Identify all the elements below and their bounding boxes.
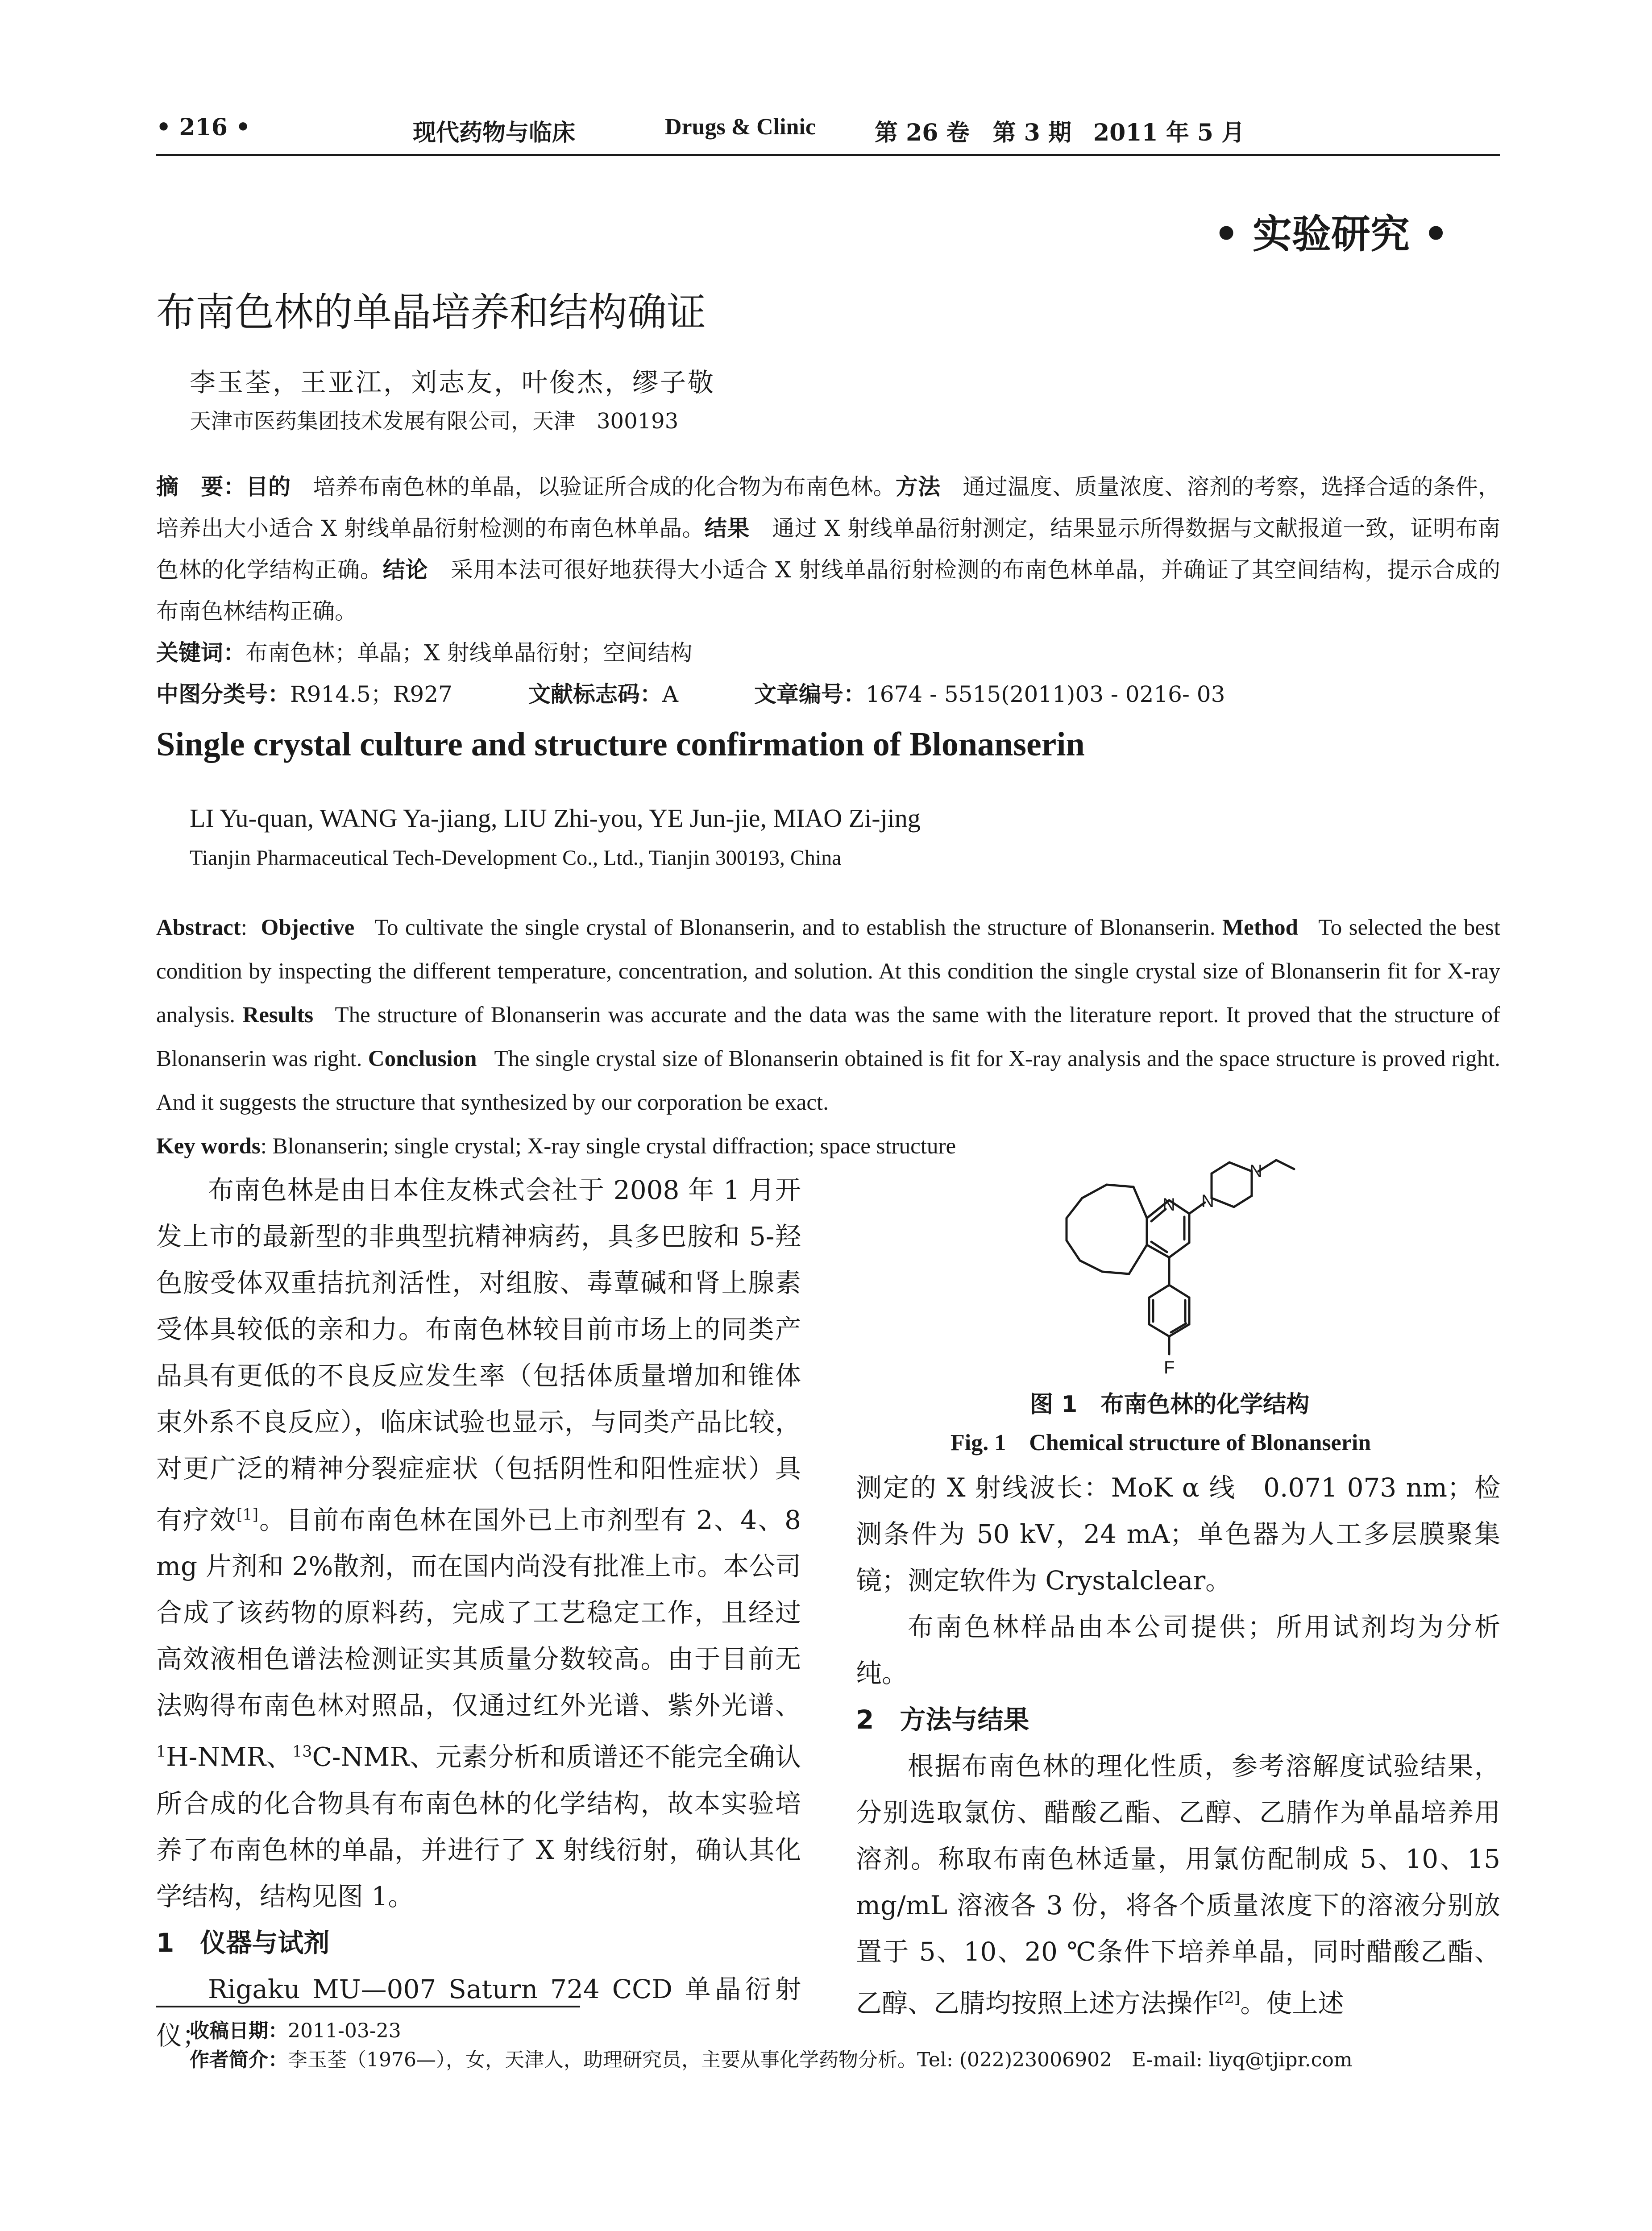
intro-text-2: 。目前布南色林在国外已上市剂型有 2、4、8 mg 片剂和 2%散剂，而在国内尚没有批准上市。本公司合成了该药物的原料药，完成了工艺稳定工作，且经过高效液相色谱法检测证实其质量分数较高。由于目前无法购得布南色林对照品，仅通过红外光谱、紫外光谱、 (156, 1505, 801, 1721)
atom-label-piperazine-n2: N (1249, 1161, 1262, 1181)
cyclooctane-ring (1067, 1185, 1133, 1272)
received-date (190, 2015, 401, 2043)
objective-en: To cultivate the single crystal of Blonanserin, and to establish the structure of Blonanserin. (374, 915, 1216, 940)
figure-caption-cn: 图 1 布南色林的化学结构 (1030, 1391, 1310, 1418)
keywords-en: Key words: Blonanserin; single crystal; X-ray single crystal diffraction; space structure (156, 1134, 956, 1159)
received-label: 收稿日期： (190, 2020, 288, 2042)
keywords-cn-text: 布南色林；单晶；X 射线单晶衍射；空间结构 (245, 640, 693, 666)
superscript-13: 13 (292, 1743, 312, 1761)
clc-label: 中图分类号： (156, 681, 290, 707)
sample-paragraph: 布南色林样品由本公司提供；所用试剂均为分析纯。 (856, 1612, 1500, 1688)
intro-paragraph (156, 1167, 801, 1920)
article-title-en: Single crystal culture and structure confirmation of Blonanserin (156, 726, 1085, 763)
author-bio (190, 2044, 1353, 2072)
doc-code-label: 文献标志码： (528, 681, 662, 707)
body-left-column (156, 1167, 801, 2059)
abstract-cn (156, 466, 1500, 715)
citation-1: [1] (236, 1506, 259, 1524)
results-cn: 通过 X 射线单晶衍射测定，结果显示所得数据与文献报道一致，证明布南色林的化学结构正确。 (156, 515, 1501, 583)
superscript-1: 1 (156, 1743, 166, 1761)
abstract-en: Abstract: Objective To cultivate the single crystal of Blonanserin, and to establish the structure of Blonanserin. Method To selected the best condition by inspecting the different temperature, concentration, and solution. At this condition the single crystal size of Blonanserin fit for X-ray analysis. Results The structure of Blonanserin was accurate and the data was the same with the literature report. It proved that the structure of Blonanserin was right. Conclusion The single crystal size of Blonanserin obtained is fit for X-ray analysis and the space structure is proved right. And it suggests the structure that synthesized by our corporation be exact. Key words: Blonanserin; single crystal; X-ray single crystal diffraction; space structure (156, 906, 1500, 1168)
objective-cn: 培养布南色林的单晶，以验证所合成的化合物为布南色林。 (313, 474, 896, 500)
atom-label-fluorine: F (1164, 1358, 1175, 1377)
classification-line (156, 674, 1500, 715)
objective-cn-label: 目的 (245, 474, 291, 500)
affiliation-en: Tianjin Pharmaceutical Tech-Development Co., Ltd., Tianjin 300193, China (190, 846, 842, 870)
conclusion-cn-label: 结论 (382, 557, 428, 583)
section-heading-1: 1 仪器与试剂 (156, 1927, 330, 1958)
atom-label-piperazine-n1: N (1201, 1191, 1214, 1211)
affiliation-cn: 天津市医药集团技术发展有限公司，天津 300193 (190, 409, 679, 434)
keywords-en-label: Key words (156, 1134, 261, 1159)
author-bio-text: 李玉荃（1976—），女，天津人，助理研究员，主要从事化学药物分析。Tel: (022)23006902 E-mail: liyq@tjipr.com (288, 2049, 1353, 2071)
method-cn: 通过温度、质量浓度、溶剂的考察，选择合适的条件，培养出大小适合 X 射线单晶衍射检测的布南色林单晶。 (156, 474, 1501, 541)
keywords-cn-label: 关键词： (156, 640, 245, 666)
objective-en-label: Objective (261, 915, 355, 940)
page-number: • 216 • (156, 114, 251, 141)
chemical-structure-figure (1044, 1156, 1312, 1397)
results-cn-label: 结果 (704, 515, 750, 541)
figure-caption-en: Fig. 1 Chemical structure of Blonanserin (951, 1430, 1371, 1456)
piperazine-ring (1212, 1162, 1252, 1207)
article-title-cn: 布南色林的单晶培养和结构确证 (156, 289, 706, 335)
atom-label-pyridine-n: N (1162, 1195, 1175, 1215)
results-en: The structure of Blonanserin was accurate and the data was the same with the literature report. It proved that the structure of Blonanserin was right. (156, 1003, 1501, 1071)
methods-text: 根据布南色林的理化性质，参考溶解度试验结果，分别选取氯仿、醋酸乙酯、乙醇、乙腈作为单晶培养用溶剂。称取布南色林适量，用氯仿配制成 5、10、15 mg/mL 溶液各 3 份，将各个质量浓度下的溶液分别放置于 5、10、20 ℃条件下培养单晶，同时醋酸乙酯、乙醇、乙腈均按照上述方法操作 (856, 1751, 1500, 2019)
intro-text-3: C-NMR、元素分析和质谱还不能完全确认所合成的化合物具有布南色林的化学结构，故本实验培养了布南色林的单晶，并进行了 X 射线衍射，确认其化学结构，结构见图 1。 (156, 1742, 801, 1912)
method-en-label: Method (1222, 915, 1299, 940)
instrument-paragraph: Rigaku MU—007 Saturn 724 CCD 单晶衍射仪； (156, 1974, 801, 2051)
footnote-rule (156, 2006, 580, 2007)
issue-date: 2011 年 5 月 (1093, 119, 1245, 146)
column-label: • 实验研究 • (1214, 211, 1449, 257)
article-no-value: 1674 - 5515(2011)03 - 0216- 03 (865, 681, 1225, 707)
journal-name-cn: 现代药物与临床 (413, 119, 576, 146)
author-bio-label: 作者简介： (190, 2049, 288, 2071)
authors-en: LI Yu-quan, WANG Ya-jiang, LIU Zhi-you, YE Jun-jie, MIAO Zi-jing (190, 804, 921, 833)
doc-code-value: A (662, 681, 678, 707)
section-heading-2: 2 方法与结果 (856, 1704, 1029, 1735)
keywords-cn (156, 632, 1500, 674)
received-value: 2011-03-23 (288, 2020, 401, 2042)
intro-text-1: 布南色林是由日本住友株式会社于 2008 年 1 月开发上市的最新型的非典型抗精神病药，具多巴胺和 5-羟色胺受体双重拮抗剂活性，对组胺、毒蕈碱和肾上腺素受体具较低的亲和力。布南色林较目前市场上的同类产品具有更低的不良反应发生率（包括体质量增加和锥体束外系不良反应），临床试验也显示，与同类产品比较，对更广泛的精神分裂症症状（包括阴性和阳性症状）具有疗效 (156, 1175, 801, 1535)
instrument-continued: 测定的 X 射线波长：MoK α 线 0.071 073 nm；检测条件为 50 kV，24 mA；单色器为人工多层膜聚集镜；测定软件为 Crystalclear。 (856, 1472, 1500, 1596)
method-cn-label: 方法 (895, 474, 941, 500)
intro-hnmr: H-NMR、 (166, 1742, 293, 1772)
method-en: To selected the best condition by inspecting the different temperature, concentration, and solution. At this condition the single crystal size of Blonanserin fit for X-ray analysis. (156, 915, 1501, 1028)
conclusion-en-label: Conclusion (368, 1046, 477, 1071)
abstract-cn-label: 摘 要： (156, 474, 246, 500)
issue-info: 第 26 卷 第 3 期 (875, 119, 1071, 146)
article-no-label: 文章编号： (754, 681, 866, 707)
methods-text-end: 。使上述 (1240, 1988, 1344, 2019)
body-right-column (856, 1464, 1500, 2026)
journal-name-en: Drugs & Clinic (665, 114, 816, 140)
methods-paragraph (856, 1743, 1500, 2026)
abstract-en-label: Abstract (156, 915, 241, 940)
keywords-en-text: Blonanserin; single crystal; X-ray single crystal diffraction; space structure (272, 1134, 956, 1159)
results-en-label: Results (242, 1003, 314, 1028)
conclusion-en: The single crystal size of Blonanserin obtained is fit for X-ray analysis and the space structure is proved right. And it suggests the structure that synthesized by our corporation be exact. (156, 1046, 1500, 1115)
citation-2: [2] (1218, 1989, 1241, 2007)
conclusion-cn: 采用本法可很好地获得大小适合 X 射线单晶衍射检测的布南色林单晶，并确证了其空间结构，提示合成的布南色林结构正确。 (156, 557, 1501, 624)
header-rule (156, 154, 1500, 156)
fluorophenyl-ring (1149, 1285, 1189, 1336)
clc-value: R914.5；R927 (290, 681, 452, 707)
authors-cn: 李玉荃，王亚江，刘志友，叶俊杰，缪子敬 (190, 367, 716, 398)
